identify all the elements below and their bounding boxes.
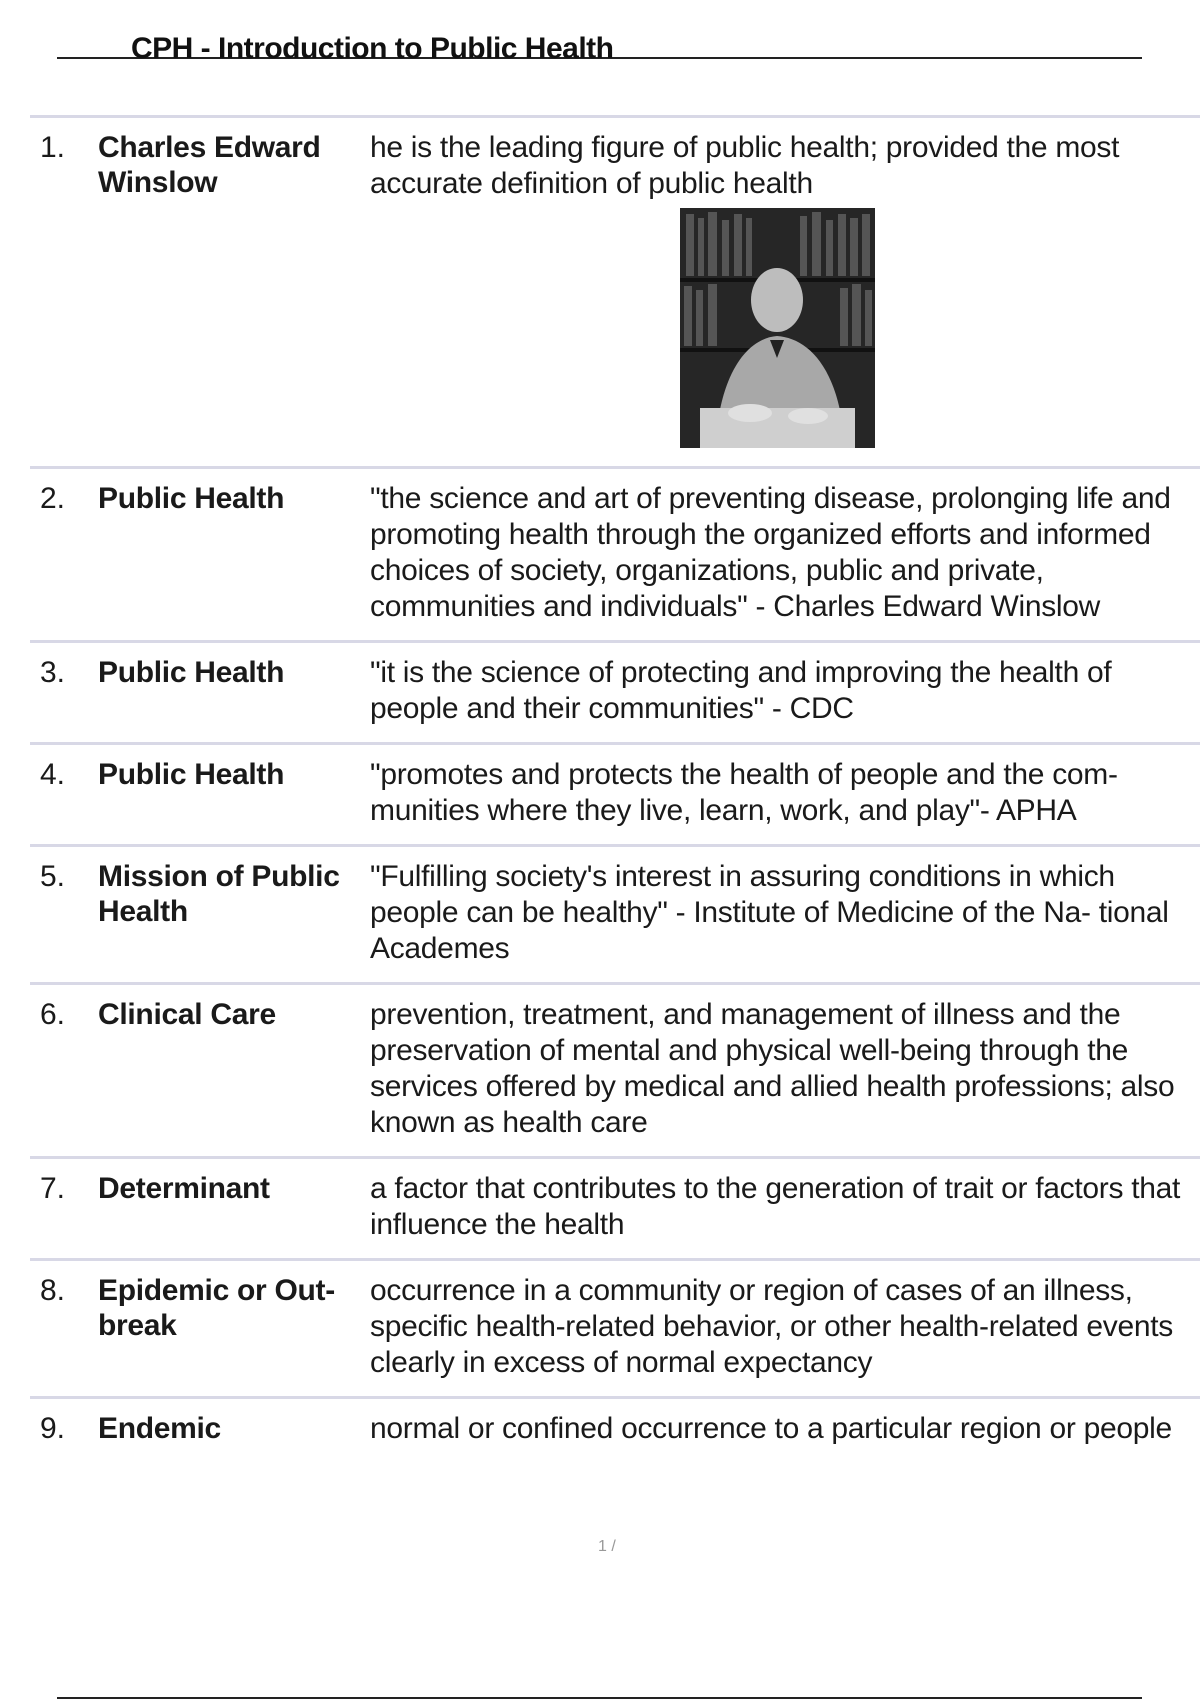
term-title: Mission of Public Health	[98, 860, 340, 928]
term-title: Endemic	[98, 1412, 221, 1445]
term-title: Epidemic or Out- break	[98, 1274, 335, 1342]
term-definition: a factor that contributes to the generation of trait or factors that influence the health	[370, 1172, 1181, 1241]
portrait-photo	[680, 208, 875, 448]
term-definition: "the science and art of preventing disease, prolonging life and promoting health through the organized efforts and informed choices of society, organizations, public and private, communities and individuals" - Charles Edward Winslow	[370, 482, 1171, 623]
term-definition: he is the leading figure of public health; provided the most accurate definition of public health	[370, 131, 1120, 200]
term-title: Public Health	[98, 482, 285, 515]
term-title: Clinical Care	[98, 998, 276, 1031]
term-row	[30, 985, 1200, 1159]
term-number: 5.	[40, 860, 66, 893]
term-number: 2.	[40, 482, 66, 515]
footer-divider	[57, 1697, 1142, 1699]
term-number: 7.	[40, 1172, 66, 1205]
term-row	[30, 847, 1200, 985]
term-definition: "it is the science of protecting and improving the health of people and their communities" - CDC	[370, 656, 1112, 725]
term-list	[30, 115, 1200, 1462]
term-definition: "Fulfilling society's interest in assuring conditions in which people can be healthy" - Institute of Medicine of the Na- tional Academes	[370, 860, 1169, 965]
term-row	[30, 469, 1200, 643]
term-row	[30, 745, 1200, 847]
term-row	[30, 118, 1200, 469]
term-row	[30, 1261, 1200, 1399]
term-number: 8.	[40, 1274, 66, 1307]
term-definition: prevention, treatment, and management of illness and the preservation of mental and physical well-being through the services offered by medical and allied health professions; also known as health care	[370, 998, 1175, 1139]
term-row	[30, 643, 1200, 745]
term-number: 4.	[40, 758, 66, 791]
term-title: Determinant	[98, 1172, 270, 1205]
term-title: Public Health	[98, 656, 285, 689]
term-number: 3.	[40, 656, 66, 689]
term-row	[30, 1399, 1200, 1462]
term-number: 9.	[40, 1412, 66, 1445]
page-number: 1 /	[598, 1538, 616, 1555]
term-definition: "promotes and protects the health of people and the com- munities where they live, learn, work, and play"- APHA	[370, 758, 1118, 827]
term-row	[30, 1159, 1200, 1261]
term-definition-cell	[370, 130, 1200, 448]
term-definition: normal or confined occurrence to a particular region or people	[370, 1412, 1172, 1445]
term-title: Public Health	[98, 758, 285, 791]
term-number: 6.	[40, 998, 66, 1031]
term-definition: occurrence in a community or region of cases of an illness, specific health-related behavior, or other health-related events clearly in excess of normal expectancy	[370, 1274, 1173, 1379]
page-header	[57, 30, 1142, 65]
term-number: 1.	[40, 131, 66, 164]
page-title: CPH - Introduction to Public Health	[131, 32, 614, 65]
term-title: Charles Edward Winslow	[98, 131, 321, 199]
